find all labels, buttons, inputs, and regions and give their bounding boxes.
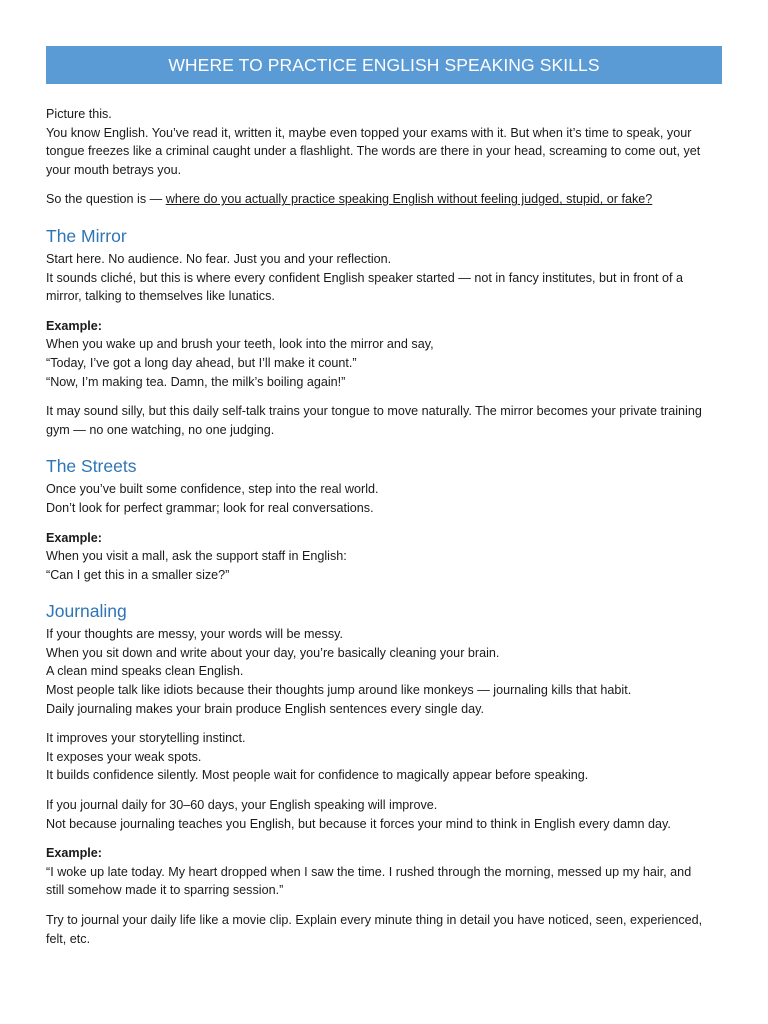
streets-example xyxy=(46,529,722,585)
text-line: “Today, I’ve got a long day ahead, but I’ll make it count.” xyxy=(46,355,357,370)
intro-paragraph xyxy=(46,105,722,179)
text-line: When you sit down and write about your day, you’re basically cleaning your brain. xyxy=(46,645,500,660)
text-line: gym — no one watching, no one judging. xyxy=(46,422,275,437)
text-line: felt, etc. xyxy=(46,931,91,946)
intro-line: tongue freezes like a criminal caught under a flashlight. The words are there in your head, screaming to come out, yet xyxy=(46,144,701,159)
streets-paragraph-1 xyxy=(46,480,722,517)
page-title: WHERE TO PRACTICE ENGLISH SPEAKING SKILLS xyxy=(168,54,600,75)
text-line: “Now, I’m making tea. Damn, the milk’s boiling again!” xyxy=(46,374,346,389)
example-label: Example: xyxy=(46,846,102,861)
journaling-paragraph-2 xyxy=(46,729,722,785)
journaling-paragraph-4 xyxy=(46,911,722,948)
text-line: Daily journaling makes your brain produce English sentences every single day. xyxy=(46,701,484,716)
question-line xyxy=(46,190,722,209)
text-line: “I woke up late today. My heart dropped when I saw the time. I rushed through the morning, messed up my hair, and xyxy=(46,864,692,879)
intro-line: Picture this. xyxy=(46,107,112,121)
title-banner xyxy=(46,46,722,84)
text-line: If you journal daily for 30–60 days, your English speaking will improve. xyxy=(46,798,438,813)
text-line: Not because journaling teaches you English, but because it forces your mind to think in English every damn day. xyxy=(46,816,671,831)
intro-line: your mouth betrays you. xyxy=(46,162,182,177)
text-line: If your thoughts are messy, your words will be messy. xyxy=(46,627,343,642)
text-line: still somehow made it to sparring session.” xyxy=(46,883,284,898)
question-paragraph xyxy=(46,190,722,209)
text-line: Try to journal your daily life like a movie clip. Explain every minute thing in detail you have noticed, seen, experienced, xyxy=(46,913,703,927)
text-line: Don’t look for perfect grammar; look for real conversations. xyxy=(46,500,374,515)
intro-line: You know English. You’ve read it, written it, maybe even topped your exams with it. But when it’s time to speak, your xyxy=(46,125,692,140)
text-line: A clean mind speaks clean English. xyxy=(46,664,244,679)
text-line: “Can I get this in a smaller size?” xyxy=(46,567,230,582)
section-heading-streets: The Streets xyxy=(46,456,137,477)
example-label: Example: xyxy=(46,318,102,333)
text-line: It exposes your weak spots. xyxy=(46,749,202,764)
text-line: It sounds cliché, but this is where every confident English speaker started — not in fancy institutes, but in front of a xyxy=(46,270,684,285)
example-label: Example: xyxy=(46,530,102,545)
text-line: When you visit a mall, ask the support staff in English: xyxy=(46,549,347,564)
text-line: mirror, talking to themselves like lunatics. xyxy=(46,289,275,304)
journaling-example xyxy=(46,844,722,900)
question-prefix: So the question is — xyxy=(46,192,166,207)
text-line: Most people talk like idiots because their thoughts jump around like monkeys — journaling kills that habit. xyxy=(46,683,632,698)
text-line: It builds confidence silently. Most people wait for confidence to magically appear before speaking. xyxy=(46,768,589,783)
section-heading-mirror: The Mirror xyxy=(46,225,127,246)
text-line: Start here. No audience. No fear. Just you and your reflection. xyxy=(46,251,392,266)
mirror-example xyxy=(46,317,722,391)
text-line: It improves your storytelling instinct. xyxy=(46,731,246,746)
journaling-paragraph-1 xyxy=(46,625,722,718)
journaling-paragraph-3 xyxy=(46,796,722,833)
text-line: When you wake up and brush your teeth, look into the mirror and say, xyxy=(46,337,434,352)
text-line: It may sound silly, but this daily self-talk trains your tongue to move naturally. The mirror becomes your private training xyxy=(46,404,702,419)
question-underlined: where do you actually practice speaking English without feeling judged, stupid, or fake? xyxy=(165,192,653,207)
mirror-paragraph-1 xyxy=(46,250,722,306)
section-heading-journaling: Journaling xyxy=(46,601,127,622)
text-line: Once you’ve built some confidence, step into the real world. xyxy=(46,482,379,497)
mirror-paragraph-2 xyxy=(46,402,722,439)
